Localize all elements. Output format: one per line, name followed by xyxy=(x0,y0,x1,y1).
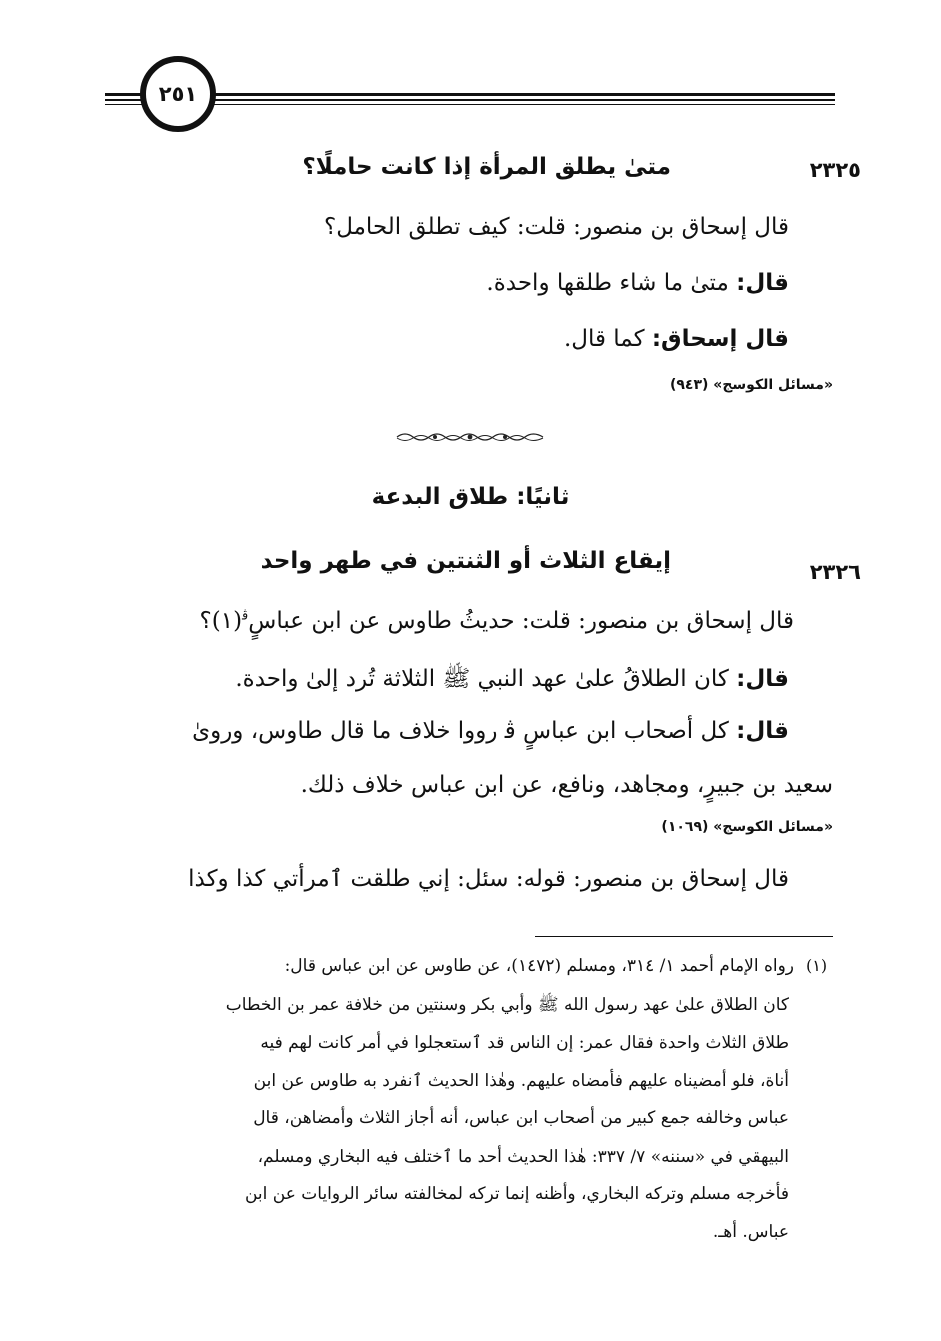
speaker-label: قال: xyxy=(736,666,789,692)
entry-2326-line-5 xyxy=(188,866,789,892)
line-text: قال إسحاق بن منصور: قوله: سئل: إني طلقت ٱمرأتي كذا وكذا xyxy=(188,866,789,892)
footnote-reference: (١)؟ xyxy=(199,608,243,634)
footnote-separator xyxy=(535,936,833,937)
ornament-divider-icon xyxy=(395,430,545,444)
entry-2325-line-3 xyxy=(564,326,789,352)
entry-2326-line-2 xyxy=(235,664,789,698)
entry-2326-line-4 xyxy=(301,772,833,798)
section-heading: ثانيًا: طلاق البدعة xyxy=(371,484,570,510)
entry-2325-number: ٢٣٢٥ xyxy=(809,158,861,182)
footnote-marker: (١) xyxy=(806,956,828,975)
footnote-line-4: أناة، فلو أمضيناه عليهم فأمضاه عليهم. وهٰذا الحديث ٱنفرد به طاوس عن ابن xyxy=(253,1071,789,1091)
entry-2325-line-2 xyxy=(486,270,789,296)
entry-2326-number: ٢٣٢٦ xyxy=(809,560,861,584)
footnote-line-5: عباس وخالفه جمع كبير من أصحاب ابن عباس، أنه أجاز الثلاث وأمضاهن، قال xyxy=(253,1108,789,1128)
line-text: قال إسحاق بن منصور: قلت: كيف تطلق الحامل؟ xyxy=(323,214,789,240)
speaker-label: قال: xyxy=(736,718,789,744)
footnote-line-3: طلاق الثلاث واحدة فقال عمر: إن الناس قد ٱستعجلوا في أمر كانت لهم فيه xyxy=(260,1033,789,1053)
speaker-label: قال إسحاق: xyxy=(651,326,789,352)
footnote-line-7: فأخرجه مسلم وتركه البخاري، وأظنه إنما تركه لمخالفته سائر الروايات عن ابن xyxy=(244,1184,789,1204)
entry-2326-line-3 xyxy=(192,718,789,744)
line-text: كل أصحاب ابن عباسٍ ﭬ رووا خلاف ما قال طاوس، وروىٰ xyxy=(192,718,737,744)
line-text: متىٰ ما شاء طلقها واحدة. xyxy=(486,270,737,296)
entry-2325-title: متىٰ يطلق المرأة إذا كانت حاملًا؟ xyxy=(302,154,671,180)
footnote-line-2: كان الطلاق علىٰ عهد رسول الله ﷺ وأبي بكر وسنتين من خلافة عمر بن الخطاب xyxy=(225,995,789,1015)
entry-2325-source: «مسائل الكوسج» (٩٤٣) xyxy=(669,377,833,393)
line-text: سعيد بن جبيرٍ، ومجاهد، ونافع، عن ابن عباس خلاف ذلك. xyxy=(300,772,833,798)
footnote-line-1: رواه الإمام أحمد ١/ ٣١٤، ومسلم (١٤٧٢)، عن طاوس عن ابن عباس قال: xyxy=(284,956,794,976)
entry-2326-line-1 xyxy=(200,608,794,634)
page-number-badge xyxy=(140,56,216,132)
line-text: قال إسحاق بن منصور: قلت: حديثُ طاوس عن ابن عباسٍ xyxy=(248,608,794,634)
footnote-line-8: عباس. أهـ. xyxy=(712,1222,789,1242)
line-text: كان الطلاقُ علىٰ عهد النبي ﷺ الثلاثة تُرد إلىٰ واحدة. xyxy=(235,666,737,692)
line-text: كما قال. xyxy=(563,326,652,352)
footnote-line-6: البيهقي في «سننه» ٧/ ٣٣٧: هٰذا الحديث أحد ما ٱختلف فيه البخاري ومسلم، xyxy=(257,1147,789,1167)
speaker-label: قال: xyxy=(736,270,789,296)
entry-2326-title: إيقاع الثلاث أو الثنتين في طهر واحد xyxy=(260,548,671,574)
entry-2326-source: «مسائل الكوسج» (١٠٦٩) xyxy=(661,819,833,835)
entry-2325-line-1 xyxy=(324,214,789,240)
honorific-glyph: ﭬ xyxy=(242,608,249,624)
page-number: ٢٥١ xyxy=(158,82,198,106)
